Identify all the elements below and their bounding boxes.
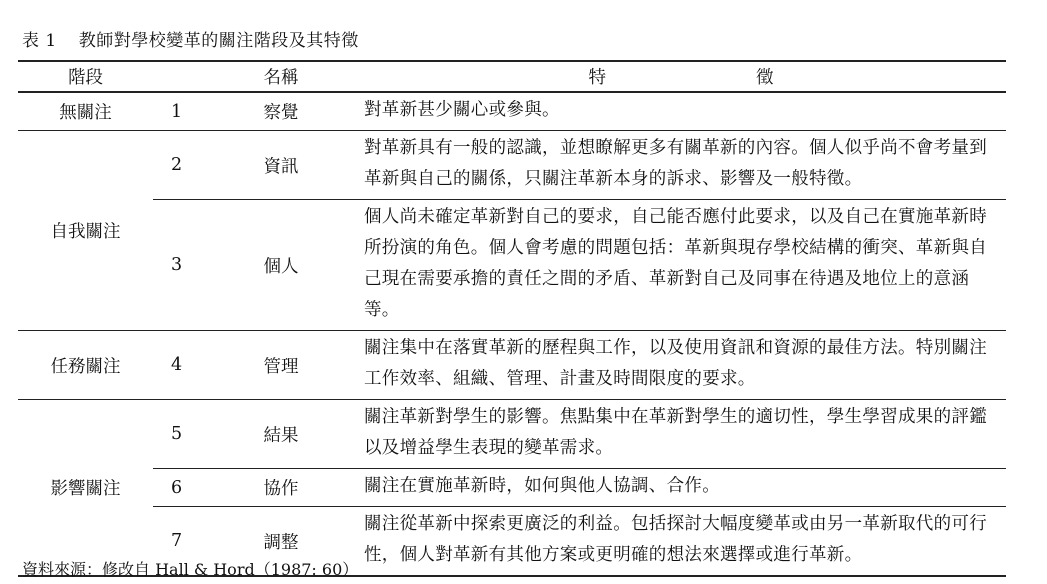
name-cell: 察覺: [206, 92, 356, 131]
header-feature-char-1: 特: [588, 68, 606, 88]
name-cell: 結果: [206, 400, 356, 469]
table-row: [18, 469, 1006, 507]
table-row: [18, 400, 1006, 469]
header-number: [153, 61, 206, 92]
stage-cell: 影響關注: [18, 400, 153, 577]
feature-cell: 關注革新對學生的影響。焦點集中在革新對學生的適切性，學生學習成果的評鑑以及增益學生表現的變革需求。: [356, 400, 1006, 469]
header-stage: 階段: [18, 61, 153, 92]
name-cell: 資訊: [206, 131, 356, 200]
source-note: 資料來源：修改自 Hall & Hord（1987: 60）: [22, 560, 359, 579]
table-caption: [22, 26, 359, 51]
table-row: [18, 331, 1006, 400]
feature-cell: 關注集中在落實革新的歷程與工作，以及使用資訊和資源的最佳方法。特別關注工作效率、組織、管理、計畫及時間限度的要求。: [356, 331, 1006, 400]
table-row: [18, 131, 1006, 200]
table-row: [18, 200, 1006, 331]
name-cell: 調整: [206, 507, 356, 577]
concern-stages-table: [18, 60, 1006, 577]
stage-cell: 任務關注: [18, 331, 153, 400]
header-feature-char-2: 徵: [756, 68, 774, 88]
name-cell: 個人: [206, 200, 356, 331]
name-cell: 協作: [206, 469, 356, 507]
name-cell: 管理: [206, 331, 356, 400]
number-cell: 5: [153, 400, 206, 469]
table-label: 表 1: [22, 31, 57, 51]
number-cell: 1: [153, 92, 206, 131]
header-row: [18, 61, 1006, 92]
feature-cell: 對革新甚少關心或參與。: [356, 92, 1006, 131]
table-title: 教師對學校變革的關注階段及其特徵: [78, 31, 359, 51]
header-name: 名稱: [206, 61, 356, 92]
stage-cell: 自我關注: [18, 131, 153, 331]
header-feature: [356, 61, 1006, 92]
number-cell: 3: [153, 200, 206, 331]
number-cell: 4: [153, 331, 206, 400]
feature-cell: 個人尚未確定革新對自己的要求，自己能否應付此要求，以及自己在實施革新時所扮演的角色。個人會考慮的問題包括：革新與現存學校結構的衝突、革新與自己現在需要承擔的責任之間的矛盾、革新對自己及同事在待遇及地位上的意涵等。: [356, 200, 1006, 331]
number-cell: 2: [153, 131, 206, 200]
feature-cell: 關注在實施革新時，如何與他人協調、合作。: [356, 469, 1006, 507]
stage-cell: 無關注: [18, 92, 153, 131]
table-row: [18, 92, 1006, 131]
number-cell: 6: [153, 469, 206, 507]
feature-cell: 關注從革新中探索更廣泛的利益。包括探討大幅度變革或由另一革新取代的可行性，個人對革新有其他方案或更明確的想法來選擇或進行革新。: [356, 507, 1006, 577]
number-cell: 7: [153, 507, 206, 577]
feature-cell: 對革新具有一般的認識，並想瞭解更多有關革新的內容。個人似乎尚不會考量到革新與自己的關係，只關注革新本身的訴求、影響及一般特徵。: [356, 131, 1006, 200]
